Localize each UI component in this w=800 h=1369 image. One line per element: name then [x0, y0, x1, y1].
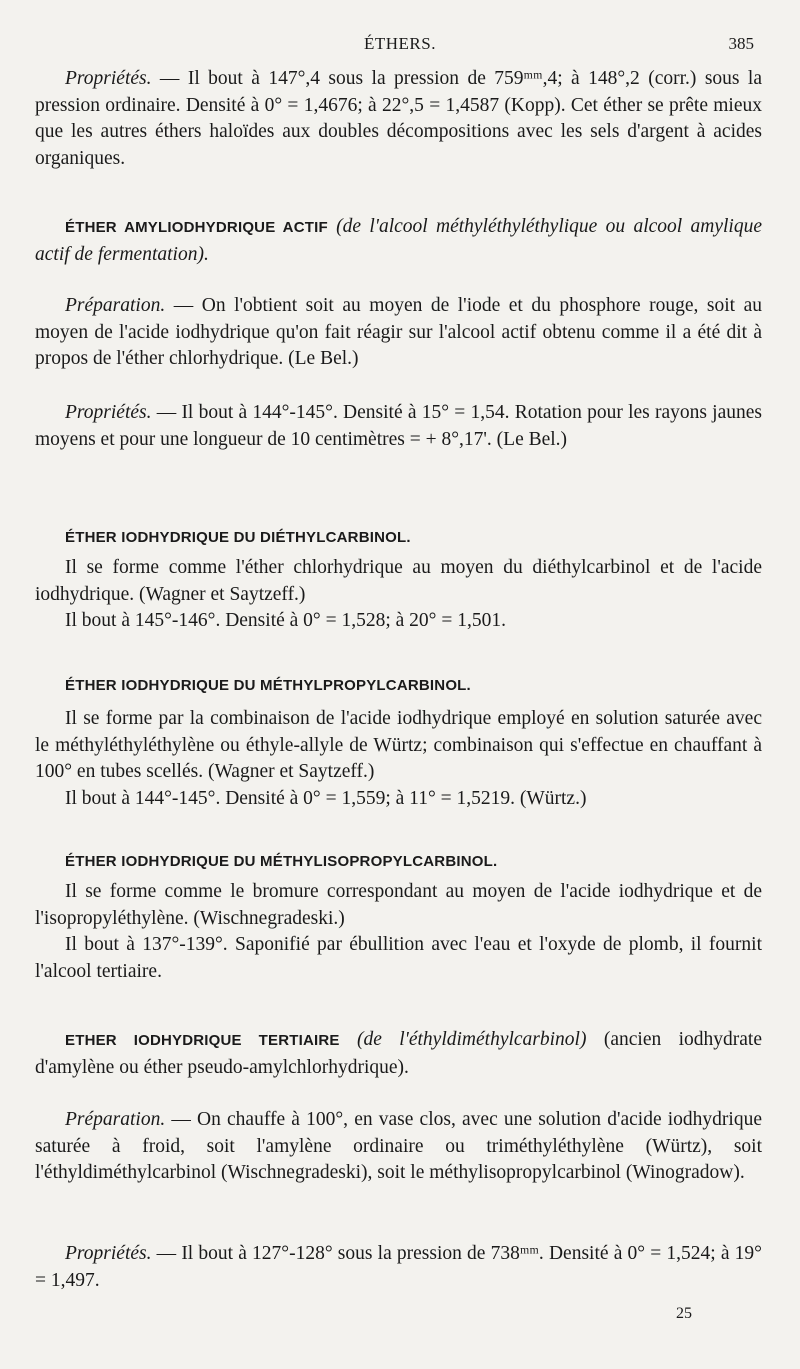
run-in-label: Préparation. — [65, 1109, 166, 1130]
section-heading-methylisopropylcarbinol — [35, 848, 762, 876]
paragraph-text: — Il bout à 127°-128° sous la pression de 738ᵐᵐ. Densité à 0° = 1,524; à 19° = 1,497. — [35, 1243, 762, 1291]
run-in-label: Propriétés. — [65, 1243, 152, 1264]
section-heading: ÉTHER IODHYDRIQUE DU MÉTHYLISOPROPYLCARBINOL. — [65, 853, 498, 870]
paragraph-methylpropylcarbinol-properties — [35, 786, 762, 813]
heading-note: (de l'alcool méthyléthyléthylique ou alcool amylique actif de fermentation). — [35, 216, 762, 265]
paragraph-text: Il se forme comme le bromure correspondant au moyen de l'acide iodhydrique et de l'isopropyléthylène. (Wischnegradeski.) — [35, 881, 762, 929]
paragraph-diethylcarbinol-formation — [35, 555, 762, 608]
paragraph-text: Il se forme par la combinaison de l'acide iodhydrique employé en solution saturée avec le méthyléthyléthylène ou éthyle-allyle de Würtz; combinaison qui s'effectue en chauffant à 100° en tubes scellés. (Wagner et Saytzeff.) — [35, 708, 762, 782]
section-heading: ETHER IODHYDRIQUE TERTIAIRE — [65, 1032, 340, 1049]
run-in-label: Propriétés. — [65, 68, 152, 89]
section-heading: ÉTHER AMYLIODHYDRIQUE ACTIF — [65, 219, 328, 236]
paragraph-diethylcarbinol-properties — [35, 608, 762, 635]
heading-tail: (ancien iodhydrate d'amylène ou éther pseudo-amylchlorhydrique). — [35, 1029, 762, 1078]
running-header-title: ÉTHERS. — [364, 34, 436, 53]
paragraph-text: — On chauffe à 100°, en vase clos, avec une solution d'acide iodhydrique saturée à froid, soit l'amylène ordinaire ou triméthyléthylène (Würtz), soit l'éthyldiméthylcarbinol (Wischnegradeski), soit le méthylisopropylcarbinol (Winogradow). — [35, 1109, 762, 1183]
paragraph-methylpropylcarbinol-formation — [35, 706, 762, 786]
section-heading-tertiaire — [35, 1027, 762, 1081]
paragraph-text: — Il bout à 147°,4 sous la pression de 759ᵐᵐ,4; à 148°,2 (corr.) sous la pression ordinaire. Densité à 0° = 1,4676; à 22°,5 = 1,4587 (Kopp). Cet éther se prête mieux que les autres éthers haloïdes aux doubles décompositions avec les sels d'argent à acides organiques. — [35, 68, 762, 169]
run-in-label: Préparation. — [65, 295, 166, 316]
preparation-paragraph-2 — [35, 1107, 762, 1187]
paragraph-text: — On l'obtient soit au moyen de l'iode et du phosphore rouge, soit au moyen de l'acide iodhydrique qu'on fait réagir sur l'alcool actif obtenu comme il a été dit à propos de l'éther chlorhydrique. (Le Bel.) — [35, 295, 762, 369]
preparation-paragraph-1 — [35, 293, 762, 373]
paragraph-text: Il bout à 144°-145°. Densité à 0° = 1,559; à 11° = 1,5219. (Würtz.) — [65, 788, 587, 809]
signature-mark: 25 — [676, 1305, 692, 1322]
section-heading-amyliodhydrique-actif — [35, 214, 762, 268]
heading-note: (de l'éthyldiméthylcarbinol) — [356, 1029, 587, 1050]
section-heading: ÉTHER IODHYDRIQUE DU DIÉTHYLCARBINOL. — [65, 529, 411, 546]
run-in-label: Propriétés. — [65, 402, 152, 423]
paragraph-text: Il se forme comme l'éther chlorhydrique au moyen du diéthylcarbinol et de l'acide iodhydrique. (Wagner et Saytzeff.) — [35, 557, 762, 605]
section-heading: ÉTHER IODHYDRIQUE DU MÉTHYLPROPYLCARBINOL. — [65, 677, 471, 694]
paragraph-methylisopropylcarbinol-formation — [35, 879, 762, 932]
section-heading-methylpropylcarbinol — [35, 672, 762, 700]
paragraph-text: Il bout à 145°-146°. Densité à 0° = 1,528; à 20° = 1,501. — [65, 610, 506, 631]
properties-paragraph-2 — [35, 400, 762, 453]
properties-paragraph-3 — [35, 1241, 762, 1294]
paragraph-text: Il bout à 137°-139°. Saponifié par ébullition avec l'eau et l'oxyde de plomb, il fournit l'alcool tertiaire. — [35, 934, 762, 982]
section-heading-diethylcarbinol — [35, 524, 762, 552]
properties-paragraph-1 — [35, 66, 762, 172]
paragraph-methylisopropylcarbinol-properties — [35, 932, 762, 985]
paragraph-text: — Il bout à 144°-145°. Densité à 15° = 1,54. Rotation pour les rayons jaunes moyens et pour une longueur de 10 centimètres = + 8°,17'. (Le Bel.) — [35, 402, 762, 450]
page-number: 385 — [728, 34, 754, 53]
